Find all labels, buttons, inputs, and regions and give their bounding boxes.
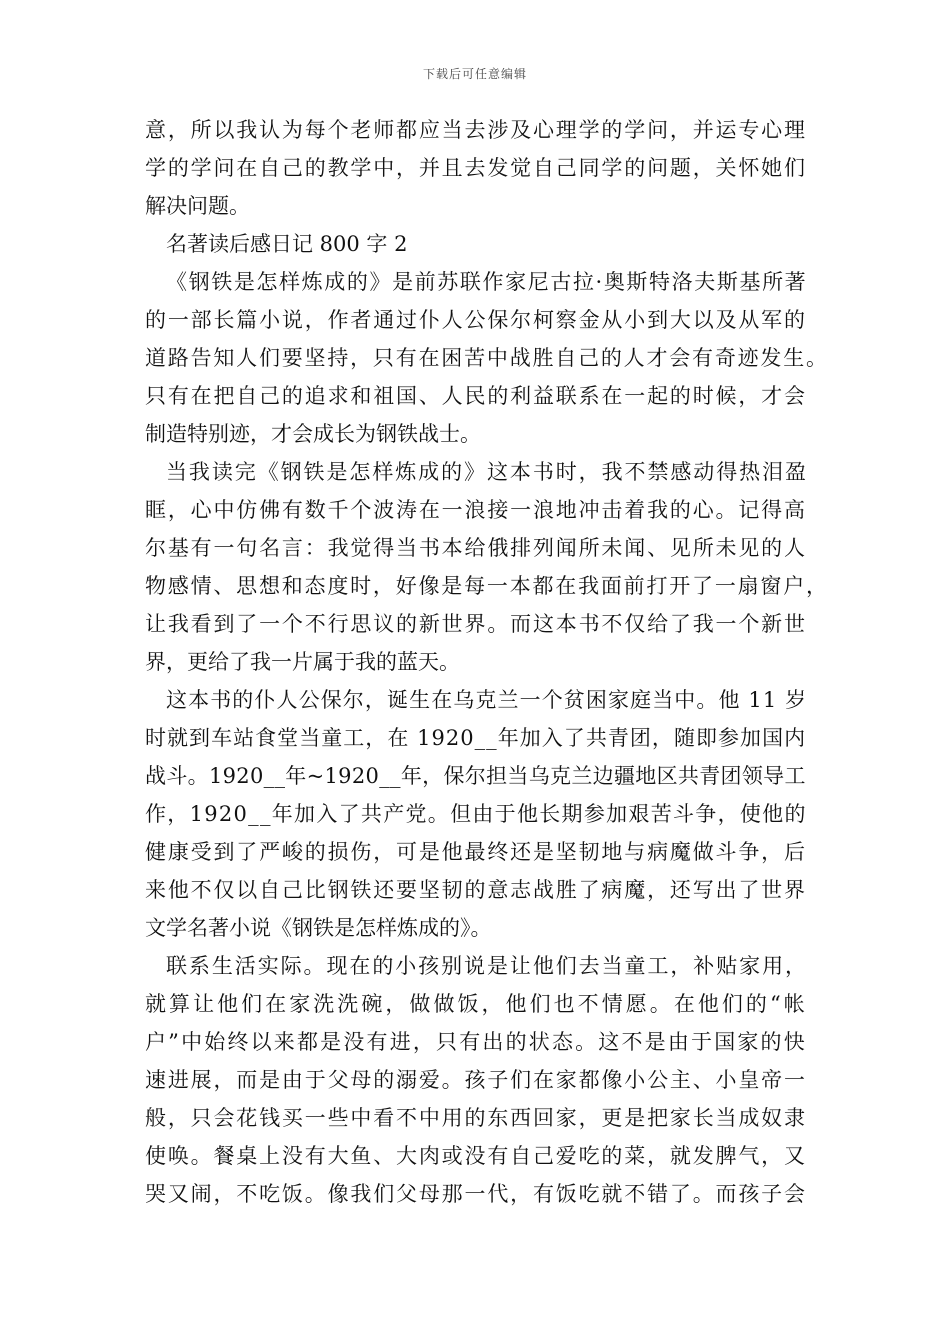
text-line: 般，只会花钱买一些中看不中用的东西回家，更是把家长当成奴隶 [145,1106,807,1130]
section-heading: 名著读后感日记 800 字 2 [166,232,408,256]
text-line: 使唤。餐桌上没有大鱼、大肉或没有自己爱吃的菜，就发脾气，又 [145,1144,807,1168]
text-line: 户”中始终以来都是没有进，只有出的状态。这不是由于国家的快 [145,1030,807,1054]
text-line: 意，所以我认为每个老师都应当去涉及心理学的学问，并运专心理 [145,118,807,142]
page-header: 下载后可任意编辑 [422,67,527,81]
text-line: 文学名著小说《钢铁是怎样炼成的》。 [145,916,492,940]
text-line: 联系生活实际。现在的小孩别说是让他们去当童工，补贴家用， [166,954,808,978]
text-line: 解决问题。 [145,194,250,218]
text-line: 速进展，而是由于父母的溺爱。孩子们在家都像小公主、小皇帝一 [145,1068,807,1092]
text-line: 健康受到了严峻的损伤，可是他最终还是坚韧地与病魔做斗争，后 [145,840,807,864]
text-line: 战斗。1920__年~1920__年，保尔担当乌克兰边疆地区共青团领导工 [145,764,806,788]
text-line: 当我读完《钢铁是怎样炼成的》这本书时，我不禁感动得热泪盈 [166,460,808,484]
text-line: 界，更给了我一片属于我的蓝天。 [145,650,460,674]
text-line: 就算让他们在家洗洗碗，做做饭，他们也不情愿。在他们的“帐 [145,992,808,1016]
text-line: 《钢铁是怎样炼成的》是前苏联作家尼古拉·奥斯特洛夫斯基所著 [166,270,808,294]
text-line: 让我看到了一个不行思议的新世界。而这本书不仅给了我一个新世 [145,612,807,636]
text-line: 时就到车站食堂当童工，在 1920__年加入了共青团，随即参加国内 [145,726,807,750]
text-line: 哭又闹，不吃饭。像我们父母那一代，有饭吃就不错了。而孩子会 [145,1182,807,1206]
text-line: 作，1920__年加入了共产党。但由于他长期参加艰苦斗争，使他的 [145,802,807,826]
text-line: 道路告知人们要坚持，只有在困苦中战胜自己的人才会有奇迹发生。 [145,346,829,370]
text-line: 的一部长篇小说，作者通过仆人公保尔柯察金从小到大以及从军的 [145,308,807,332]
text-line: 尔基有一句名言：我觉得当书本给俄排列闻所未闻、见所未见的人 [145,536,807,560]
text-line: 这本书的仆人公保尔，诞生在乌克兰一个贫困家庭当中。他 11 岁 [166,688,808,712]
text-line: 来他不仅以自己比钢铁还要坚韧的意志战胜了病魔，还写出了世界 [145,878,807,902]
text-line: 制造特别迹，才会成长为钢铁战士。 [145,422,481,446]
text-line: 物感情、思想和态度时，好像是每一本都在我面前打开了一扇窗户， [145,574,829,598]
text-line: 眶，心中仿佛有数千个波涛在一浪接一浪地冲击着我的心。记得高 [145,498,807,522]
text-line: 学的学问在自己的教学中，并且去发觉自己同学的问题，关怀她们 [145,156,807,180]
text-line: 只有在把自己的追求和祖国、人民的利益联系在一起的时候，才会 [145,384,807,408]
